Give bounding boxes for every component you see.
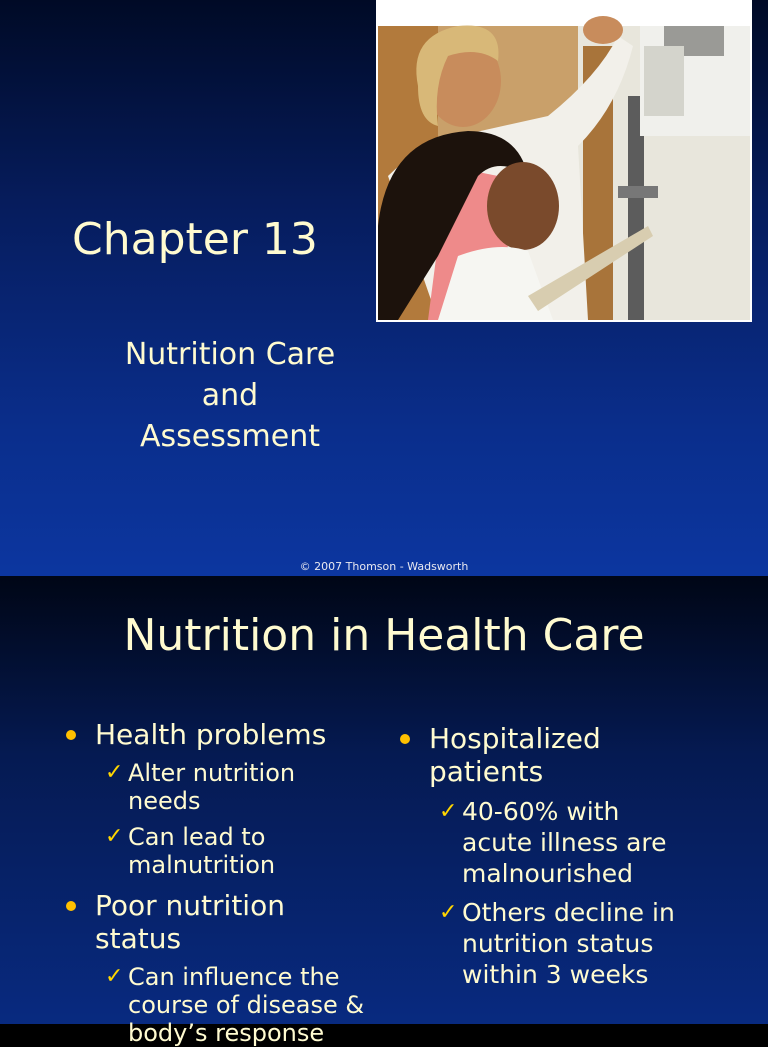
photo-illustration	[378, 26, 750, 320]
slide-title: Nutrition in Health Care	[123, 610, 645, 661]
bullet-item	[62, 889, 372, 955]
copyright-notice: © 2007 Thomson - Wadsworth	[299, 560, 469, 573]
bullet-text: Hospitalized patients	[429, 722, 601, 788]
checkmark-icon: ✓	[439, 900, 458, 925]
sub-item	[62, 759, 372, 815]
checkmark-icon: ✓	[105, 824, 124, 849]
subtitle-line: Assessment	[140, 419, 320, 454]
right-column	[396, 722, 726, 990]
sub-item	[62, 963, 372, 1047]
bullet-item	[396, 722, 726, 788]
chapter-subtitle	[80, 334, 380, 457]
slide-nutrition-health-care	[0, 576, 768, 1047]
sub-text: Alter nutrition needs	[128, 759, 296, 815]
sub-item	[396, 796, 726, 889]
sub-item	[396, 897, 726, 990]
bullet-item	[62, 718, 372, 751]
checkmark-icon: ✓	[105, 760, 124, 785]
sub-text: Can lead to malnutrition	[128, 823, 276, 879]
bullet-dot-icon	[400, 734, 410, 744]
checkmark-icon: ✓	[439, 799, 458, 824]
sub-text: Can influence the course of disease & body’s response	[128, 963, 365, 1047]
subtitle-line: and	[201, 378, 259, 413]
sub-item	[62, 823, 372, 879]
bullet-text: Health problems	[95, 718, 327, 751]
chapter-title: Chapter 13	[72, 214, 318, 265]
left-column	[62, 718, 372, 1047]
checkmark-icon: ✓	[105, 964, 124, 989]
bullet-text: Poor nutrition status	[95, 889, 285, 955]
sub-text: Others decline in nutrition status within 3 weeks	[462, 898, 675, 989]
bullet-dot-icon	[66, 901, 76, 911]
chapter-photo	[376, 0, 752, 322]
subtitle-line: Nutrition Care	[124, 337, 336, 372]
bullet-dot-icon	[66, 730, 76, 740]
sub-text: 40-60% with acute illness are malnourished	[462, 797, 667, 888]
